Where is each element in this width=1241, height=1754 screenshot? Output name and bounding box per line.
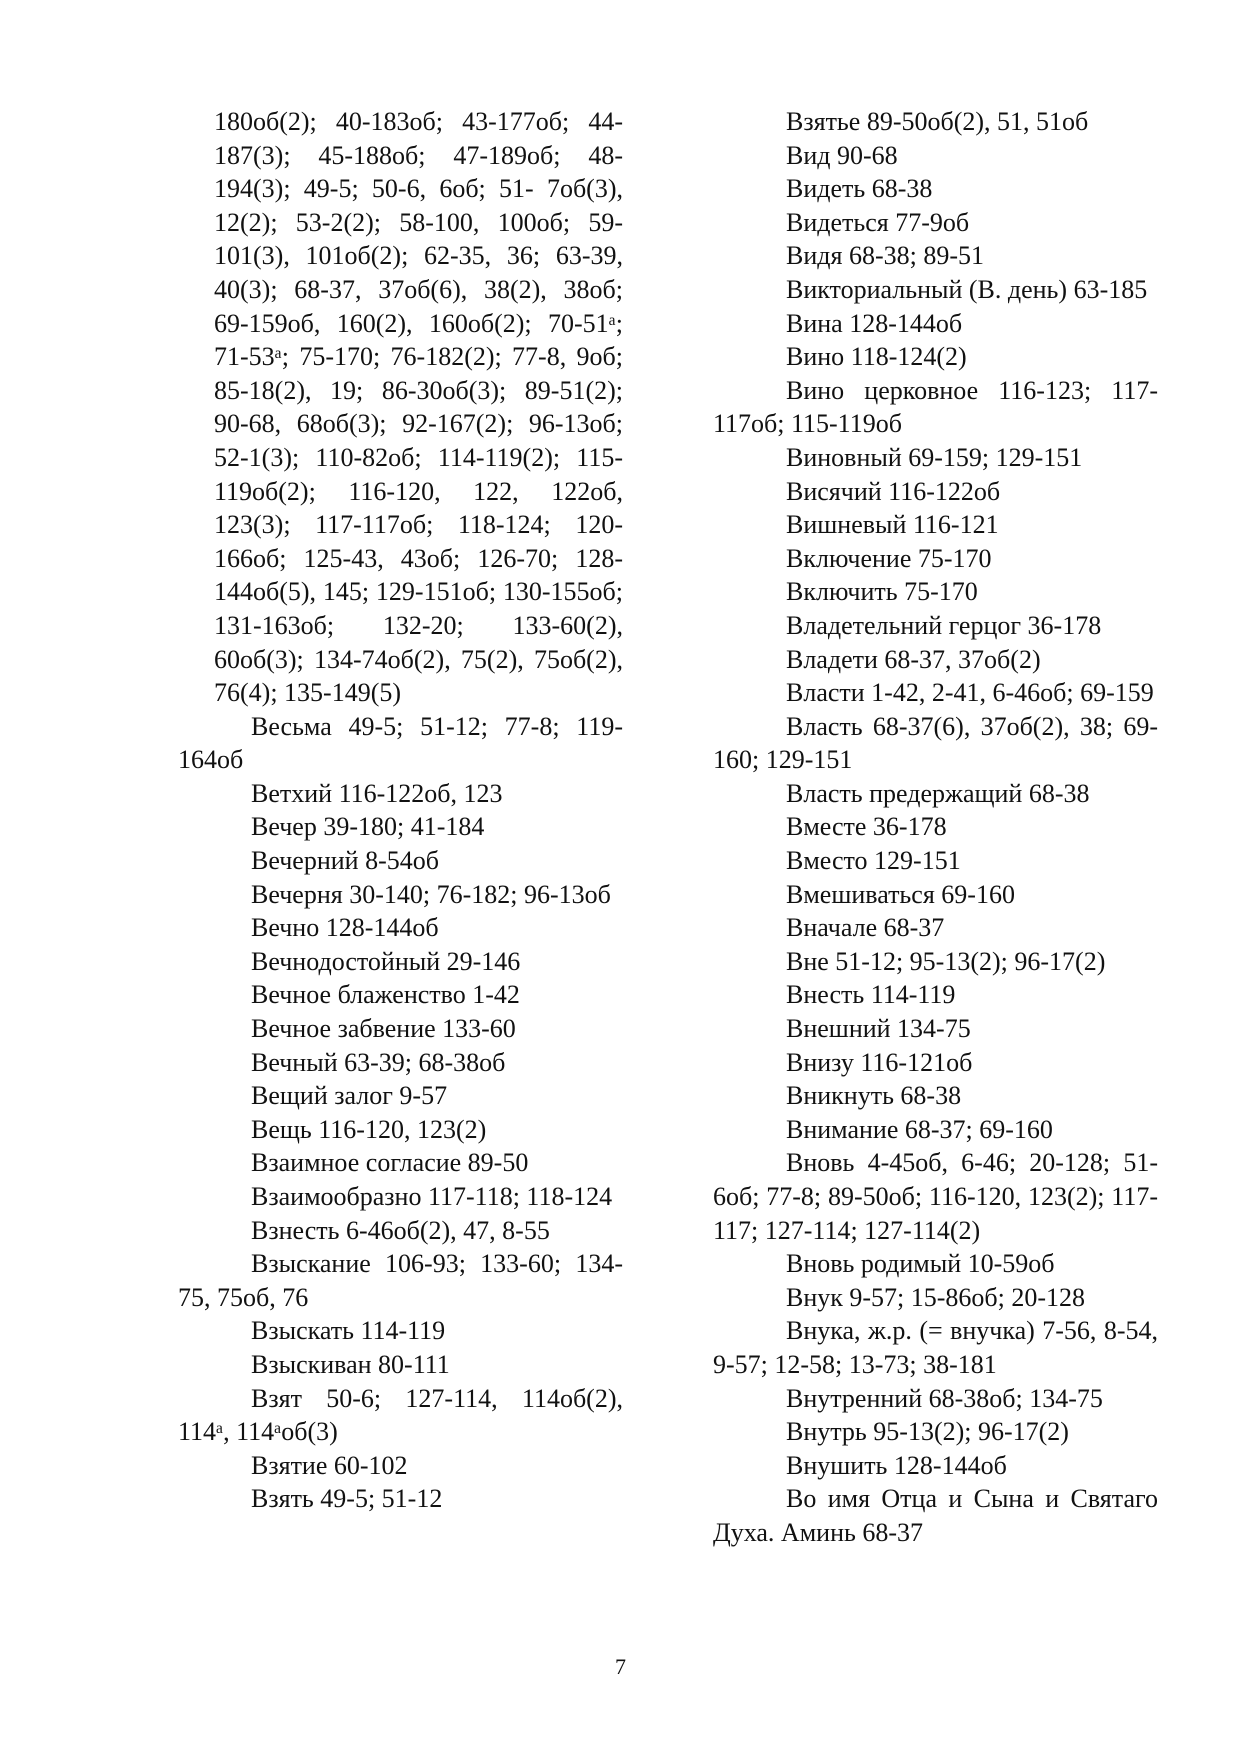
index-entry: Владети 68-37, 37об(2) xyxy=(786,644,1041,674)
index-entry: Взятье 89-50об(2), 51, 51об xyxy=(786,107,1089,136)
index-entry: Включить 75-170 xyxy=(786,577,978,607)
index-entry: Взнесть 6-46об(2), 47, 8-55 xyxy=(251,1215,550,1245)
index-entry: Виновный 69-159; 129-151 xyxy=(786,442,1083,472)
index-entry: Вечнодостойный 29-146 xyxy=(251,946,521,976)
right-index-column xyxy=(713,105,1158,1550)
index-entry: Взыскиван 80-111 xyxy=(251,1349,450,1379)
index-entry: Внизу 116-121об xyxy=(786,1047,973,1077)
index-entry-continuation: 180об(2); 40-183об; 43-177об; 44-187(3); 45-188об; 47-189об; 48-194(3); 49-5; 50-6, 6об; 51- 7об(3), 12(2); 53-2(2); 58-100, 100об; 59-101(3), 101об(2); 62-35, 36; 63-39, 40(3); 68-37, 37об(6), 38(2), 38об; 69-159об, 160(2), 160об(2); 70-51ᵃ; 71-53ᵃ; 75-170; 76-182(2); 77-8, 9об; 85-18(2), 19; 86-30об(3); 89-51(2); 90-68, 68об(3); 92-167(2); 96-13об; 52-1(3); 110-82об; 114-119(2); 115-119об(2); 116-120, 122, 122об, 123(3); 117-117об; 118-124; 120- 166об; 125-43, 43об; 126-70; 128-144об(5), 145; 129-151об; 130-155об; 131-163об; 132-20; 133-60(2), 60об(3); 134-74об(2), 75(2), 75об(2), 76(4); 135-149(5) xyxy=(214,107,623,708)
index-entry: Вишневый 116-121 xyxy=(786,510,999,540)
index-entry: Вина 128-144об xyxy=(786,308,963,338)
index-entry: Вмешиваться 69-160 xyxy=(786,879,1015,909)
index-entry: Внутрь 95-13(2); 96-17(2) xyxy=(786,1417,1069,1447)
index-entry: Вещий залог 9-57 xyxy=(251,1081,448,1111)
index-entry: Внука, ж.р. (= внучка) 7-56, 8-54, 9-57; 12-58; 13-73; 38-181 xyxy=(713,1316,1158,1379)
index-entry: Висячий 116-122об xyxy=(786,476,1001,506)
index-entry: Взять 49-5; 51-12 xyxy=(251,1484,443,1514)
index-entry: Взаимное согласие 89-50 xyxy=(251,1148,529,1178)
index-entry: Вновь 4-45об, 6-46; 20-128; 51-6об; 77-8; 89-50об; 116-120, 123(2); 117-117; 127-114; 127-114(2) xyxy=(713,1148,1158,1245)
index-entry: Внешний 134-75 xyxy=(786,1014,971,1044)
index-entry: Весьма 49-5; 51-12; 77-8; 119-164об xyxy=(178,711,623,775)
index-entry: Вечное блаженство 1-42 xyxy=(251,980,520,1010)
index-entry: Внук 9-57; 15-86об; 20-128 xyxy=(786,1282,1086,1312)
index-entry: Вечное забвение 133-60 xyxy=(251,1014,516,1044)
index-entry: Взаимообразно 117-118; 118-124 xyxy=(251,1182,613,1211)
index-entry: Вечер 39-180; 41-184 xyxy=(251,812,485,842)
index-entry: Внимание 68-37; 69-160 xyxy=(786,1114,1053,1144)
index-entry: Вино 118-124(2) xyxy=(786,342,967,372)
index-entry: Вместо 129-151 xyxy=(786,846,961,876)
index-entry: Внесть 114-119 xyxy=(786,980,956,1010)
index-entry: Вещь 116-120, 123(2) xyxy=(251,1114,487,1144)
index-entry: Взыскать 114-119 xyxy=(251,1316,446,1346)
index-entry: Вечно 128-144об xyxy=(251,913,439,943)
index-entry: Видеться 77-9об xyxy=(786,207,970,237)
page-number: 7 xyxy=(615,1654,626,1679)
index-entry: Власть предержащий 68-38 xyxy=(786,778,1090,808)
index-entry: Включение 75-170 xyxy=(786,543,992,573)
index-entry: Ветхий 116-122об, 123 xyxy=(251,778,503,808)
index-entry: Взятие 60-102 xyxy=(251,1450,408,1480)
index-entry: Вникнуть 68-38 xyxy=(786,1081,962,1111)
index-entry: Власть 68-37(6), 37об(2), 38; 69-160; 129-151 xyxy=(713,711,1158,775)
index-entry: Взыскание 106-93; 133-60; 134-75, 75об, 76 xyxy=(178,1249,623,1312)
index-entry: Власти 1-42, 2-41, 6-46об; 69-159 xyxy=(786,678,1154,708)
index-entry: Вначале 68-37 xyxy=(786,913,945,943)
index-entry: Во имя Отца и Сына и Святаго Духа. Аминь 68-37 xyxy=(713,1484,1158,1547)
index-entry: Вместе 36-178 xyxy=(786,812,947,842)
index-entry: Вновь родимый 10-59об xyxy=(786,1249,1055,1279)
index-entry: Вечный 63-39; 68-38об xyxy=(251,1047,506,1077)
index-entry: Вид 90-68 xyxy=(786,140,898,170)
index-entry: Вне 51-12; 95-13(2); 96-17(2) xyxy=(786,946,1106,976)
index-entry: Владетельний герцог 36-178 xyxy=(786,610,1102,640)
left-index-column xyxy=(178,105,623,1516)
index-entry: Взят 50-6; 127-114, 114об(2), 114ᵃ, 114ᵃоб(3) xyxy=(178,1383,623,1447)
index-entry: Викториальный (В. день) 63-185 xyxy=(786,274,1148,304)
index-entry: Видя 68-38; 89-51 xyxy=(786,241,984,271)
index-entry: Вечерня 30-140; 76-182; 96-13об xyxy=(251,879,611,909)
index-entry: Вечерний 8-54об xyxy=(251,846,439,876)
index-entry: Внутренний 68-38об; 134-75 xyxy=(786,1383,1103,1413)
index-entry: Видеть 68-38 xyxy=(786,174,933,204)
index-entry: Внушить 128-144об xyxy=(786,1450,1007,1480)
index-entry: Вино церковное 116-123; 117-117об; 115-119об xyxy=(713,375,1158,439)
